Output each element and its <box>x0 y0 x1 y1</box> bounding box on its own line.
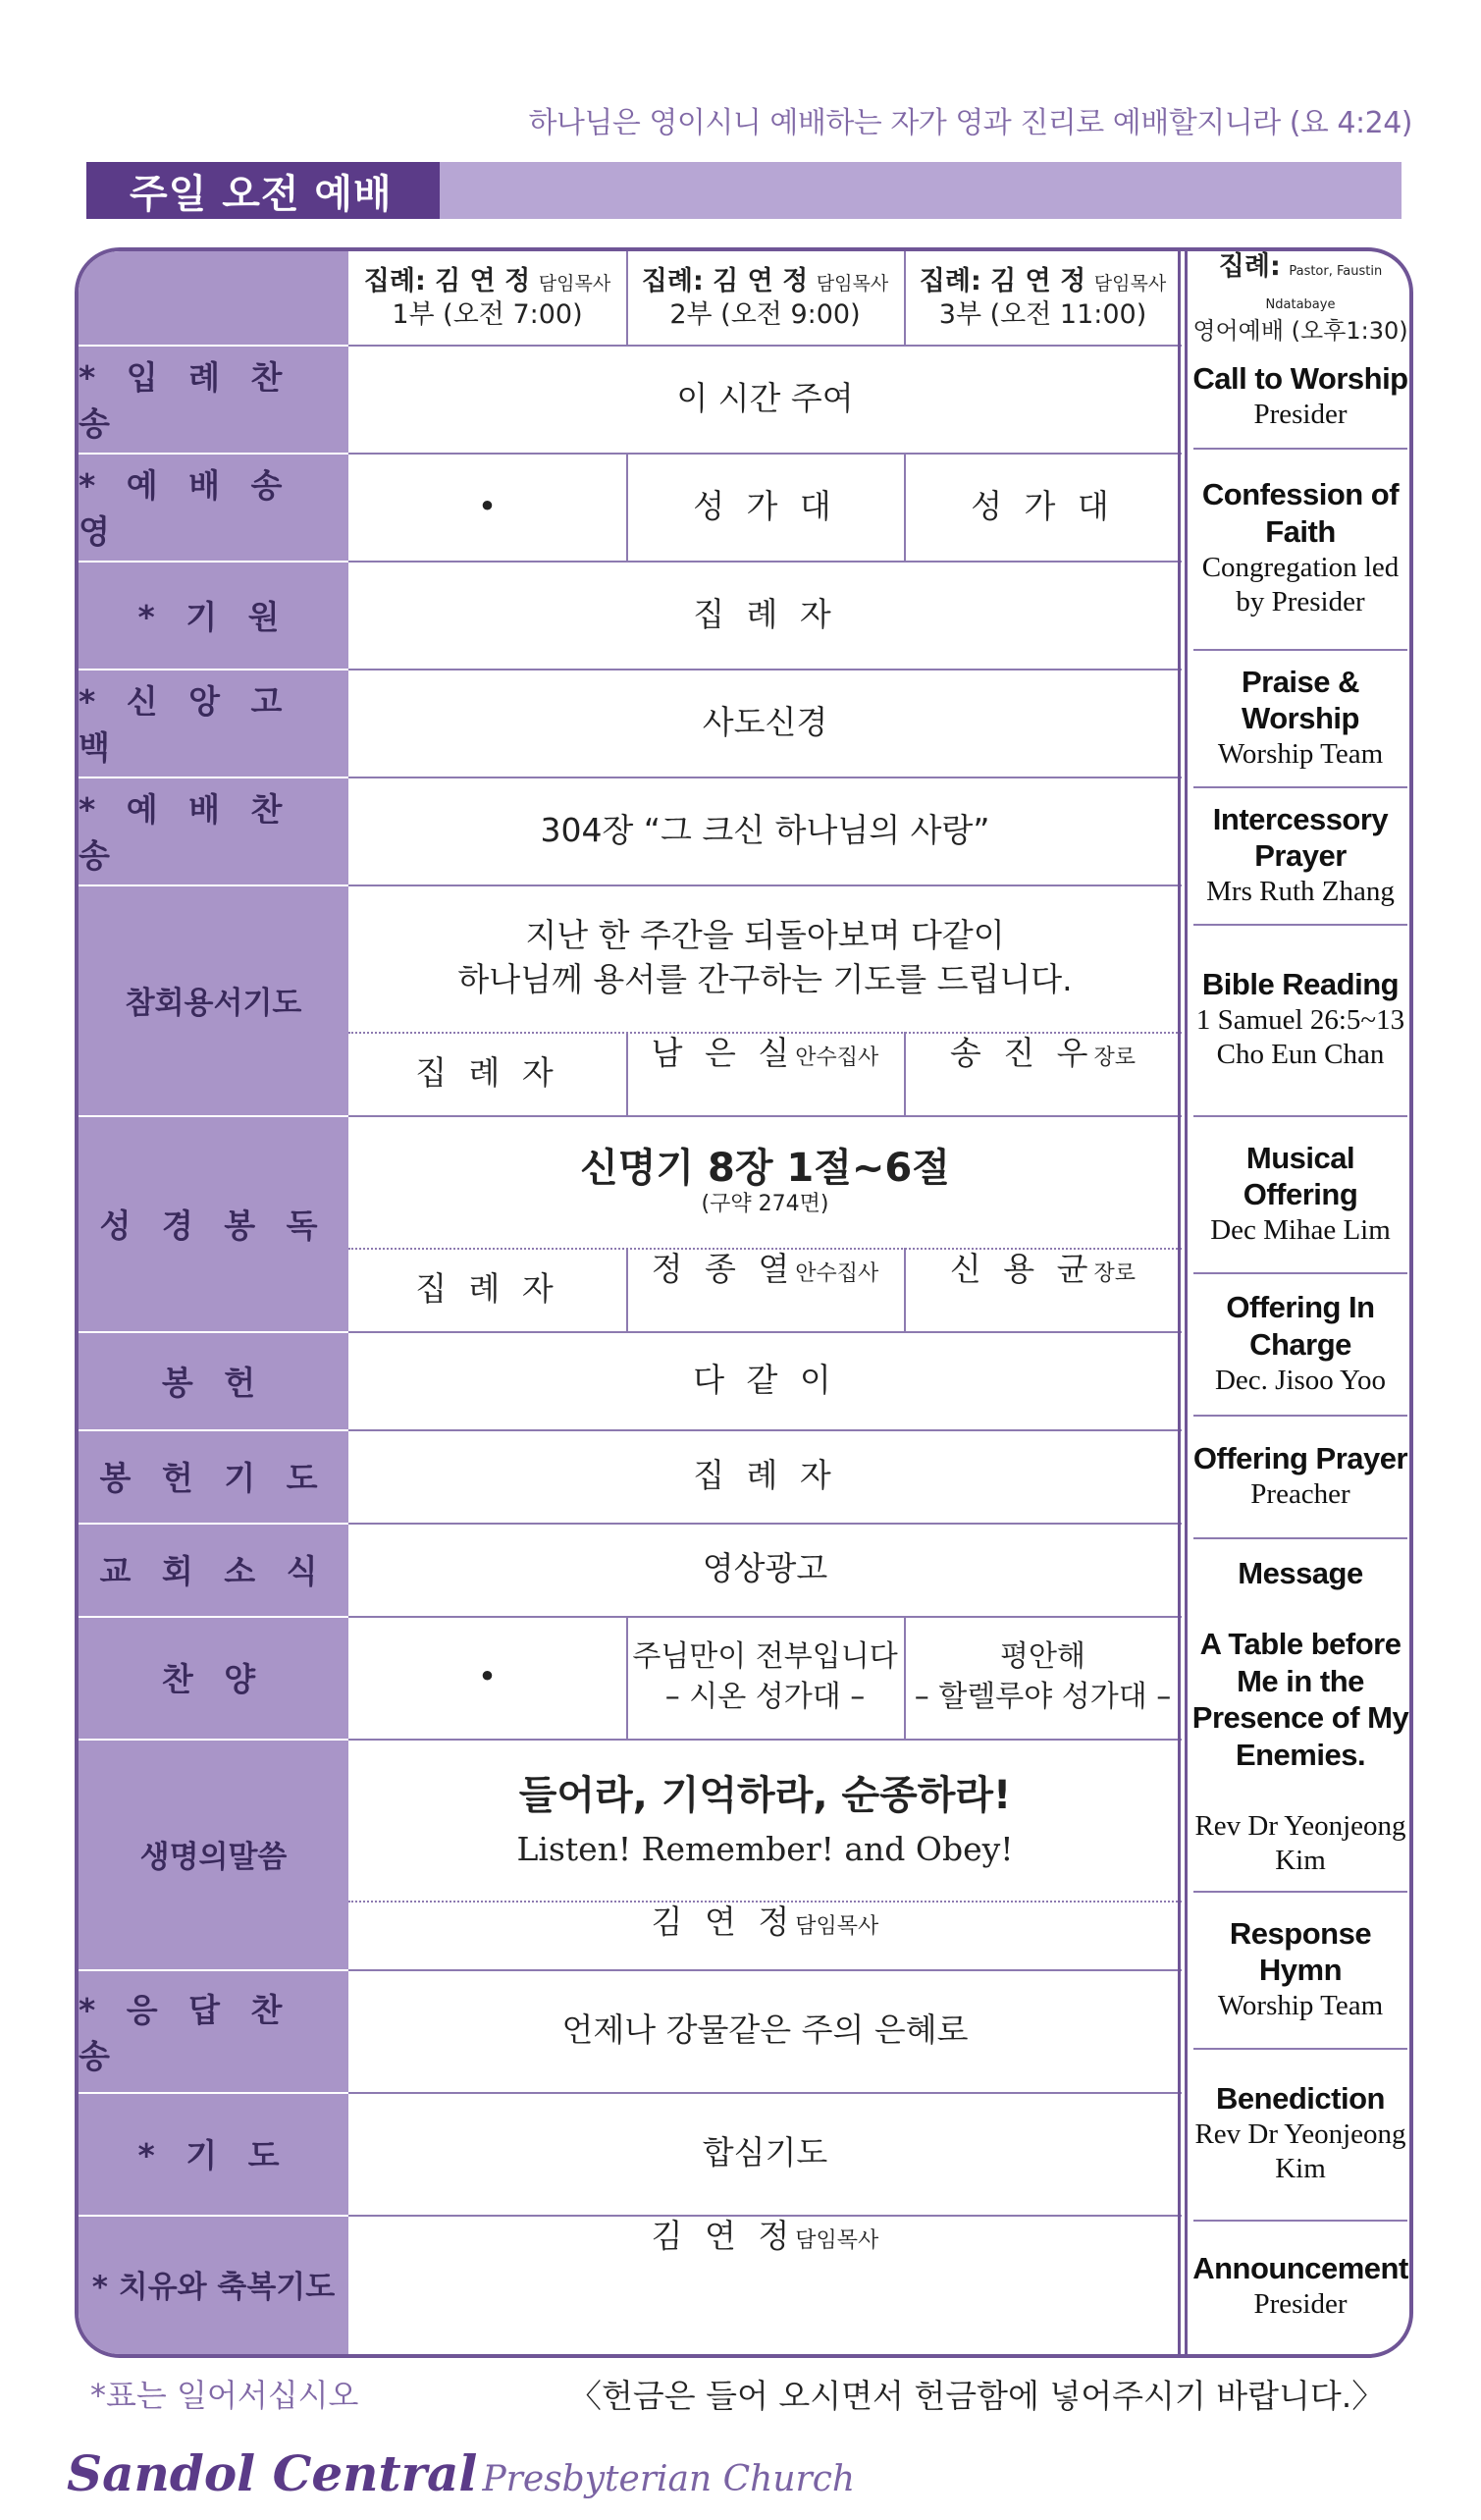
eng-intercessory: Intercessory Prayer Mrs Ruth Zhang <box>1206 801 1395 908</box>
eng-offering-prayer: Offering Prayer Preacher <box>1192 1440 1408 1510</box>
label-scripture: 성 경 봉 독 <box>99 1206 328 1245</box>
cell-choir-1: • <box>477 1657 498 1696</box>
header-time: 영어예배 (오후1:30) <box>1192 317 1408 346</box>
label-confession: 참회용서기도 <box>125 986 302 1021</box>
cell-confession-p3: 송 진 우 장로 <box>949 1034 1137 1072</box>
eng-offering-charge: Offering In Charge Dec. Jisoo Yoo <box>1214 1290 1387 1396</box>
cell-sermon-preacher: 김 연 정 담임목사 <box>651 1903 879 1941</box>
label-divider <box>79 1969 348 1971</box>
label-hymn: * 예 배 찬 송 <box>79 790 292 875</box>
label-divider <box>79 777 348 778</box>
cell-healing: 김 연 정 담임목사 <box>651 2217 879 2255</box>
header-role: 담임목사 <box>816 272 889 295</box>
header-time: 2부 (오전 9:00) <box>669 298 861 330</box>
label-divider <box>79 561 348 563</box>
eng-announcement: Announcement Presider <box>1192 2250 1408 2320</box>
cell-prayer: 합심기도 <box>702 2133 828 2172</box>
cell-news: 영상광고 <box>702 1549 828 1588</box>
cell-invocation: 집 례 자 <box>693 594 837 633</box>
label-response: * 응 답 찬 송 <box>79 1990 292 2075</box>
label-call: * 입 례 찬 송 <box>79 358 292 443</box>
label-doxology: * 예 배 송 영 <box>79 466 292 551</box>
header-time: 3부 (오전 11:00) <box>938 298 1147 330</box>
col-divider <box>626 251 628 345</box>
label-sermon: 생명의말씀 <box>139 1840 288 1875</box>
label-divider <box>79 1616 348 1618</box>
offering-note: 〈헌금은 들어 오시면서 헌금함에 넣어주시기 바랍니다.〉 <box>569 2377 1385 2415</box>
stand-note: *표는 일어서십시오 <box>90 2377 359 2414</box>
header-leader: 집례: 김 연 정 <box>919 265 1086 296</box>
header-service-2 <box>626 251 904 345</box>
cell-offering-prayer: 집 례 자 <box>693 1456 837 1495</box>
label-divider <box>79 1523 348 1525</box>
church-main: Sandol Central <box>67 2444 478 2502</box>
church-name <box>67 2444 855 2502</box>
section-bar <box>86 162 1402 219</box>
cell-sermon-title: 들어라, 기억하라, 순종하라! Listen! Remember! and Obey! <box>516 1772 1014 1868</box>
cell-offering: 다 같 이 <box>693 1360 837 1399</box>
cell-creed: 사도신경 <box>702 702 828 741</box>
label-choir: 찬 양 <box>161 1660 266 1698</box>
cell-confession-p1: 집 례 자 <box>415 1053 559 1093</box>
label-divider <box>79 1115 348 1117</box>
label-divider <box>79 345 348 347</box>
label-divider <box>79 1429 348 1431</box>
header-time: 1부 (오전 7:00) <box>392 298 583 330</box>
label-divider <box>79 1739 348 1741</box>
eng-musical-offering: Musical Offering Dec Mihae Lim <box>1210 1140 1391 1247</box>
label-healing: * 치유와 축복기도 <box>91 2269 336 2305</box>
label-divider <box>79 2215 348 2217</box>
church-sub: Presbyterian Church <box>482 2459 856 2499</box>
label-offering-prayer: 봉 헌 기 도 <box>99 1459 328 1497</box>
eng-confession-of-faith: Confession of Faith Congregation led by Presider <box>1201 477 1400 618</box>
section-title: 주일 오전 예배 <box>86 162 440 219</box>
cell-call: 이 시간 주여 <box>676 378 854 417</box>
header-leader: 집례: 김 연 정 <box>363 265 531 296</box>
cell-scripture-p2: 정 종 열 안수집사 <box>651 1250 879 1288</box>
eng-praise: Praise & Worship Worship Team <box>1217 664 1384 771</box>
cell-scripture-ref: 신명기 8장 1절~6절 (구약 274면) <box>580 1146 950 1217</box>
cell-doxology-1: • <box>477 486 498 525</box>
cell-scripture-p1: 집 례 자 <box>415 1269 559 1309</box>
col-divider <box>904 251 906 345</box>
eng-bible-reading: Bible Reading 1 Samuel 26:5~13 Cho Eun Chan <box>1195 967 1405 1071</box>
eng-call: Call to Worship Presider <box>1192 360 1408 430</box>
label-creed: * 신 앙 고 백 <box>79 682 292 767</box>
label-offering: 봉 헌 <box>161 1363 266 1402</box>
cell-response: 언제나 강물같은 주의 은혜로 <box>561 2011 969 2050</box>
cell-confession-p2: 남 은 실 안수집사 <box>651 1034 879 1072</box>
cell-scripture-p3: 신 용 균 장로 <box>949 1250 1137 1288</box>
cell-hymn: 304장 “그 크신 하나님의 사랑” <box>540 810 990 849</box>
label-divider <box>79 453 348 455</box>
cell-doxology-3: 성 가 대 <box>971 486 1115 525</box>
eng-response-hymn: Response Hymn Worship Team <box>1217 1915 1384 2022</box>
bible-verse: 하나님은 영이시니 예배하는 자가 영과 진리로 예배할지니라 (요 4:24) <box>528 106 1412 140</box>
header-role: 담임목사 <box>1093 272 1167 295</box>
label-column <box>79 251 348 2354</box>
cell-doxology-2: 성 가 대 <box>693 486 837 525</box>
label-invocation: * 기 원 <box>137 597 290 636</box>
header-leader: 집례: <box>1218 250 1281 282</box>
label-news: 교 회 소 식 <box>99 1552 328 1590</box>
label-divider <box>79 1331 348 1333</box>
cell-choir-3: 평안해 – 할렐루야 성가대 – <box>914 1639 1172 1714</box>
bulletin-table <box>75 247 1413 2358</box>
header-service-3 <box>904 251 1182 345</box>
label-prayer: * 기 도 <box>137 2136 290 2174</box>
cell-choir-2: 주님만이 전부입니다 – 시온 성가대 – <box>632 1639 898 1714</box>
eng-message: Message A Table before Me in the Presence of My Enemies. Rev Dr Yeonjeong Kim <box>1191 1556 1409 1877</box>
header-role: 담임목사 <box>538 272 611 295</box>
cell-confession-text: 지난 한 주간을 되돌아보며 다같이 하나님께 용서를 간구하는 기도를 드립니다. <box>457 916 1073 998</box>
label-divider <box>79 885 348 886</box>
label-divider <box>79 2092 348 2094</box>
header-role: Pastor, Faustin Ndatabaye <box>1265 263 1383 312</box>
header-service-1 <box>348 251 626 345</box>
header-leader: 집례: 김 연 정 <box>641 265 809 296</box>
eng-benediction: Benediction Rev Dr Yeonjeong Kim <box>1194 2081 1406 2185</box>
header-service-english <box>1188 251 1413 345</box>
label-divider <box>79 669 348 670</box>
